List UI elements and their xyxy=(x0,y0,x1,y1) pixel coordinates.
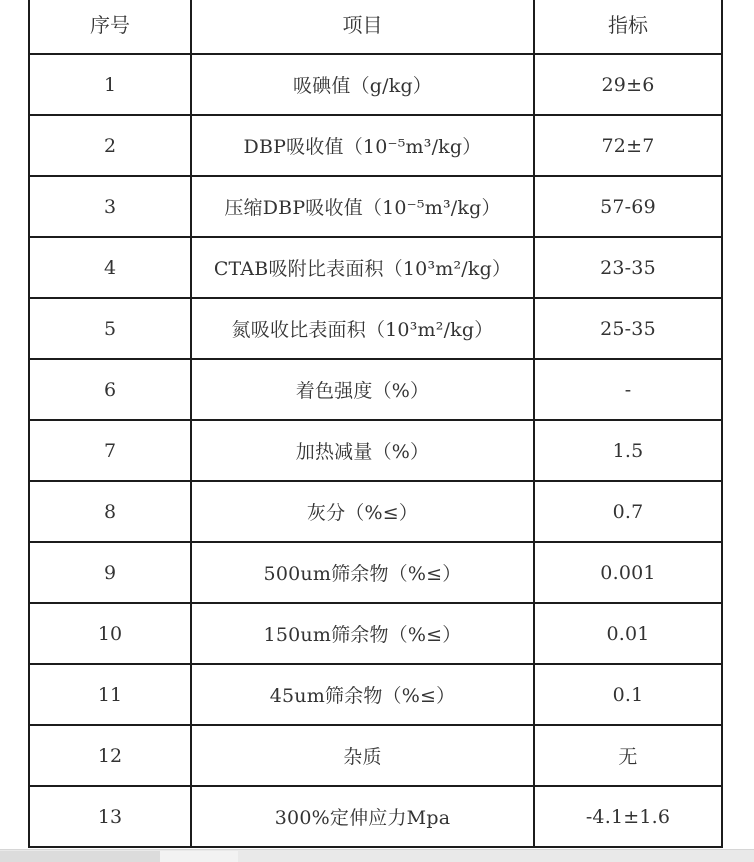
row-index: 10 xyxy=(29,603,191,664)
row-item: 着色强度（%） xyxy=(191,359,534,420)
row-item: 300%定伸应力Mpa xyxy=(191,786,534,847)
header-value: 指标 xyxy=(534,0,722,54)
row-item: CTAB吸附比表面积（10³m²/kg） xyxy=(191,237,534,298)
row-index: 4 xyxy=(29,237,191,298)
table-row xyxy=(29,115,722,176)
row-value: 0.001 xyxy=(534,542,722,603)
row-value: 29±6 xyxy=(534,54,722,115)
row-index: 5 xyxy=(29,298,191,359)
row-item: 45um筛余物（%≤） xyxy=(191,664,534,725)
row-value: 0.01 xyxy=(534,603,722,664)
row-index: 2 xyxy=(29,115,191,176)
row-item: 加热减量（%） xyxy=(191,420,534,481)
horizontal-scrollbar[interactable] xyxy=(0,849,754,862)
table-row xyxy=(29,420,722,481)
row-item: 150um筛余物（%≤） xyxy=(191,603,534,664)
row-value: 无 xyxy=(534,725,722,786)
row-index: 8 xyxy=(29,481,191,542)
row-item: DBP吸收值（10⁻⁵m³/kg） xyxy=(191,115,534,176)
row-index: 13 xyxy=(29,786,191,847)
row-value: 1.5 xyxy=(534,420,722,481)
row-index: 11 xyxy=(29,664,191,725)
table-row xyxy=(29,298,722,359)
row-index: 6 xyxy=(29,359,191,420)
table-row xyxy=(29,481,722,542)
scrollbar-track-left[interactable] xyxy=(0,851,160,862)
row-index: 12 xyxy=(29,725,191,786)
row-value: 25-35 xyxy=(534,298,722,359)
row-item: 灰分（%≤） xyxy=(191,481,534,542)
row-index: 7 xyxy=(29,420,191,481)
row-item: 氮吸收比表面积（10³m²/kg） xyxy=(191,298,534,359)
row-value: 0.1 xyxy=(534,664,722,725)
scrollbar-thumb[interactable] xyxy=(160,851,238,862)
header-index: 序号 xyxy=(29,0,191,54)
row-index: 1 xyxy=(29,54,191,115)
table-row xyxy=(29,786,722,847)
row-value: - xyxy=(534,359,722,420)
row-item: 吸碘值（g/kg） xyxy=(191,54,534,115)
row-index: 9 xyxy=(29,542,191,603)
header-item: 项目 xyxy=(191,0,534,54)
row-value: 0.7 xyxy=(534,481,722,542)
row-value: 23-35 xyxy=(534,237,722,298)
row-index: 3 xyxy=(29,176,191,237)
table-row xyxy=(29,542,722,603)
table-row xyxy=(29,237,722,298)
row-item: 500um筛余物（%≤） xyxy=(191,542,534,603)
row-value: 57-69 xyxy=(534,176,722,237)
spec-table xyxy=(28,0,723,848)
table-row xyxy=(29,664,722,725)
table-row xyxy=(29,176,722,237)
table-row xyxy=(29,54,722,115)
row-item: 压缩DBP吸收值（10⁻⁵m³/kg） xyxy=(191,176,534,237)
row-value: -4.1±1.6 xyxy=(534,786,722,847)
table-row xyxy=(29,359,722,420)
table-header-row xyxy=(29,0,722,54)
row-value: 72±7 xyxy=(534,115,722,176)
table-row xyxy=(29,725,722,786)
table-row xyxy=(29,603,722,664)
row-item: 杂质 xyxy=(191,725,534,786)
